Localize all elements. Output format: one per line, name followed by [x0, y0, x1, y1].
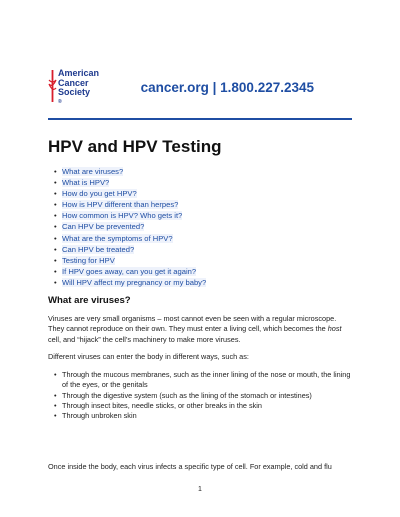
toc-link-treatment[interactable]: Can HPV be treated? — [62, 244, 135, 254]
paragraph-infection: Once inside the body, each virus infects a specific type of cell. For example, cold and flu — [48, 462, 332, 471]
sword-logo-icon — [48, 70, 57, 102]
list-item: • Through unbroken skin — [54, 411, 354, 421]
toc-item — [54, 255, 206, 266]
list-item: • Through the mucous membranes, such as the inner lining of the nose or mouth, the lining of the eyes, or the genitals — [54, 370, 354, 391]
contact-info[interactable]: cancer.org | 1.800.227.2345 — [140, 80, 314, 95]
toc-link-testing[interactable]: Testing for HPV — [62, 255, 115, 265]
page-header — [48, 68, 352, 108]
toc-item — [54, 166, 206, 177]
toc-item — [54, 244, 206, 255]
paragraph-entry-ways: Different viruses can enter the body in different ways, such as: — [48, 352, 249, 361]
toc-link-hpv-vs-herpes[interactable]: How is HPV different than herpes? — [62, 200, 179, 210]
list-item: • Through the digestive system (such as the lining of the stomach or intestines) — [54, 391, 354, 401]
paragraph-viruses-intro: Viruses are very small organisms – most cannot even be seen with a regular microscope. They cannot reproduce on their own. They must enter a living cell, which becomes the host cell, and “hijack” the cell’s machinery to make more viruses. — [48, 314, 342, 344]
toc-link-prevention[interactable]: Can HPV be prevented? — [62, 222, 145, 232]
toc-link-reinfection[interactable]: If HPV goes away, can you get it again? — [62, 266, 197, 276]
toc-item — [54, 199, 206, 210]
toc-item — [54, 277, 206, 288]
acs-logo[interactable] — [48, 68, 108, 104]
toc-link-how-do-you-get-hpv[interactable]: How do you get HPV? — [62, 189, 137, 199]
page-number: 1 — [198, 486, 202, 493]
section-heading: What are viruses? — [48, 295, 131, 306]
table-of-contents — [54, 166, 206, 288]
toc-link-how-common[interactable]: How common is HPV? Who gets it? — [62, 211, 183, 221]
toc-item — [54, 266, 206, 277]
header-divider — [48, 118, 352, 120]
logo-line-cancer: Cancer — [58, 77, 89, 88]
toc-item — [54, 210, 206, 221]
entry-ways-list — [54, 370, 354, 421]
toc-link-what-are-viruses[interactable]: What are viruses? — [62, 167, 124, 176]
logo-wordmark — [58, 69, 99, 107]
toc-item — [54, 233, 206, 244]
toc-link-symptoms[interactable]: What are the symptoms of HPV? — [62, 233, 173, 243]
logo-line-american: American — [58, 68, 100, 78]
toc-link-what-is-hpv[interactable]: What is HPV? — [62, 178, 110, 188]
list-item: • Through insect bites, needle sticks, or other breaks in the skin — [54, 401, 354, 411]
page-title: HPV and HPV Testing — [48, 137, 222, 156]
toc-item — [54, 177, 206, 188]
toc-link-pregnancy[interactable]: Will HPV affect my pregnancy or my baby? — [62, 277, 207, 287]
logo-line-society: Society ® — [58, 87, 91, 105]
toc-item — [54, 188, 206, 199]
toc-item — [54, 221, 206, 232]
